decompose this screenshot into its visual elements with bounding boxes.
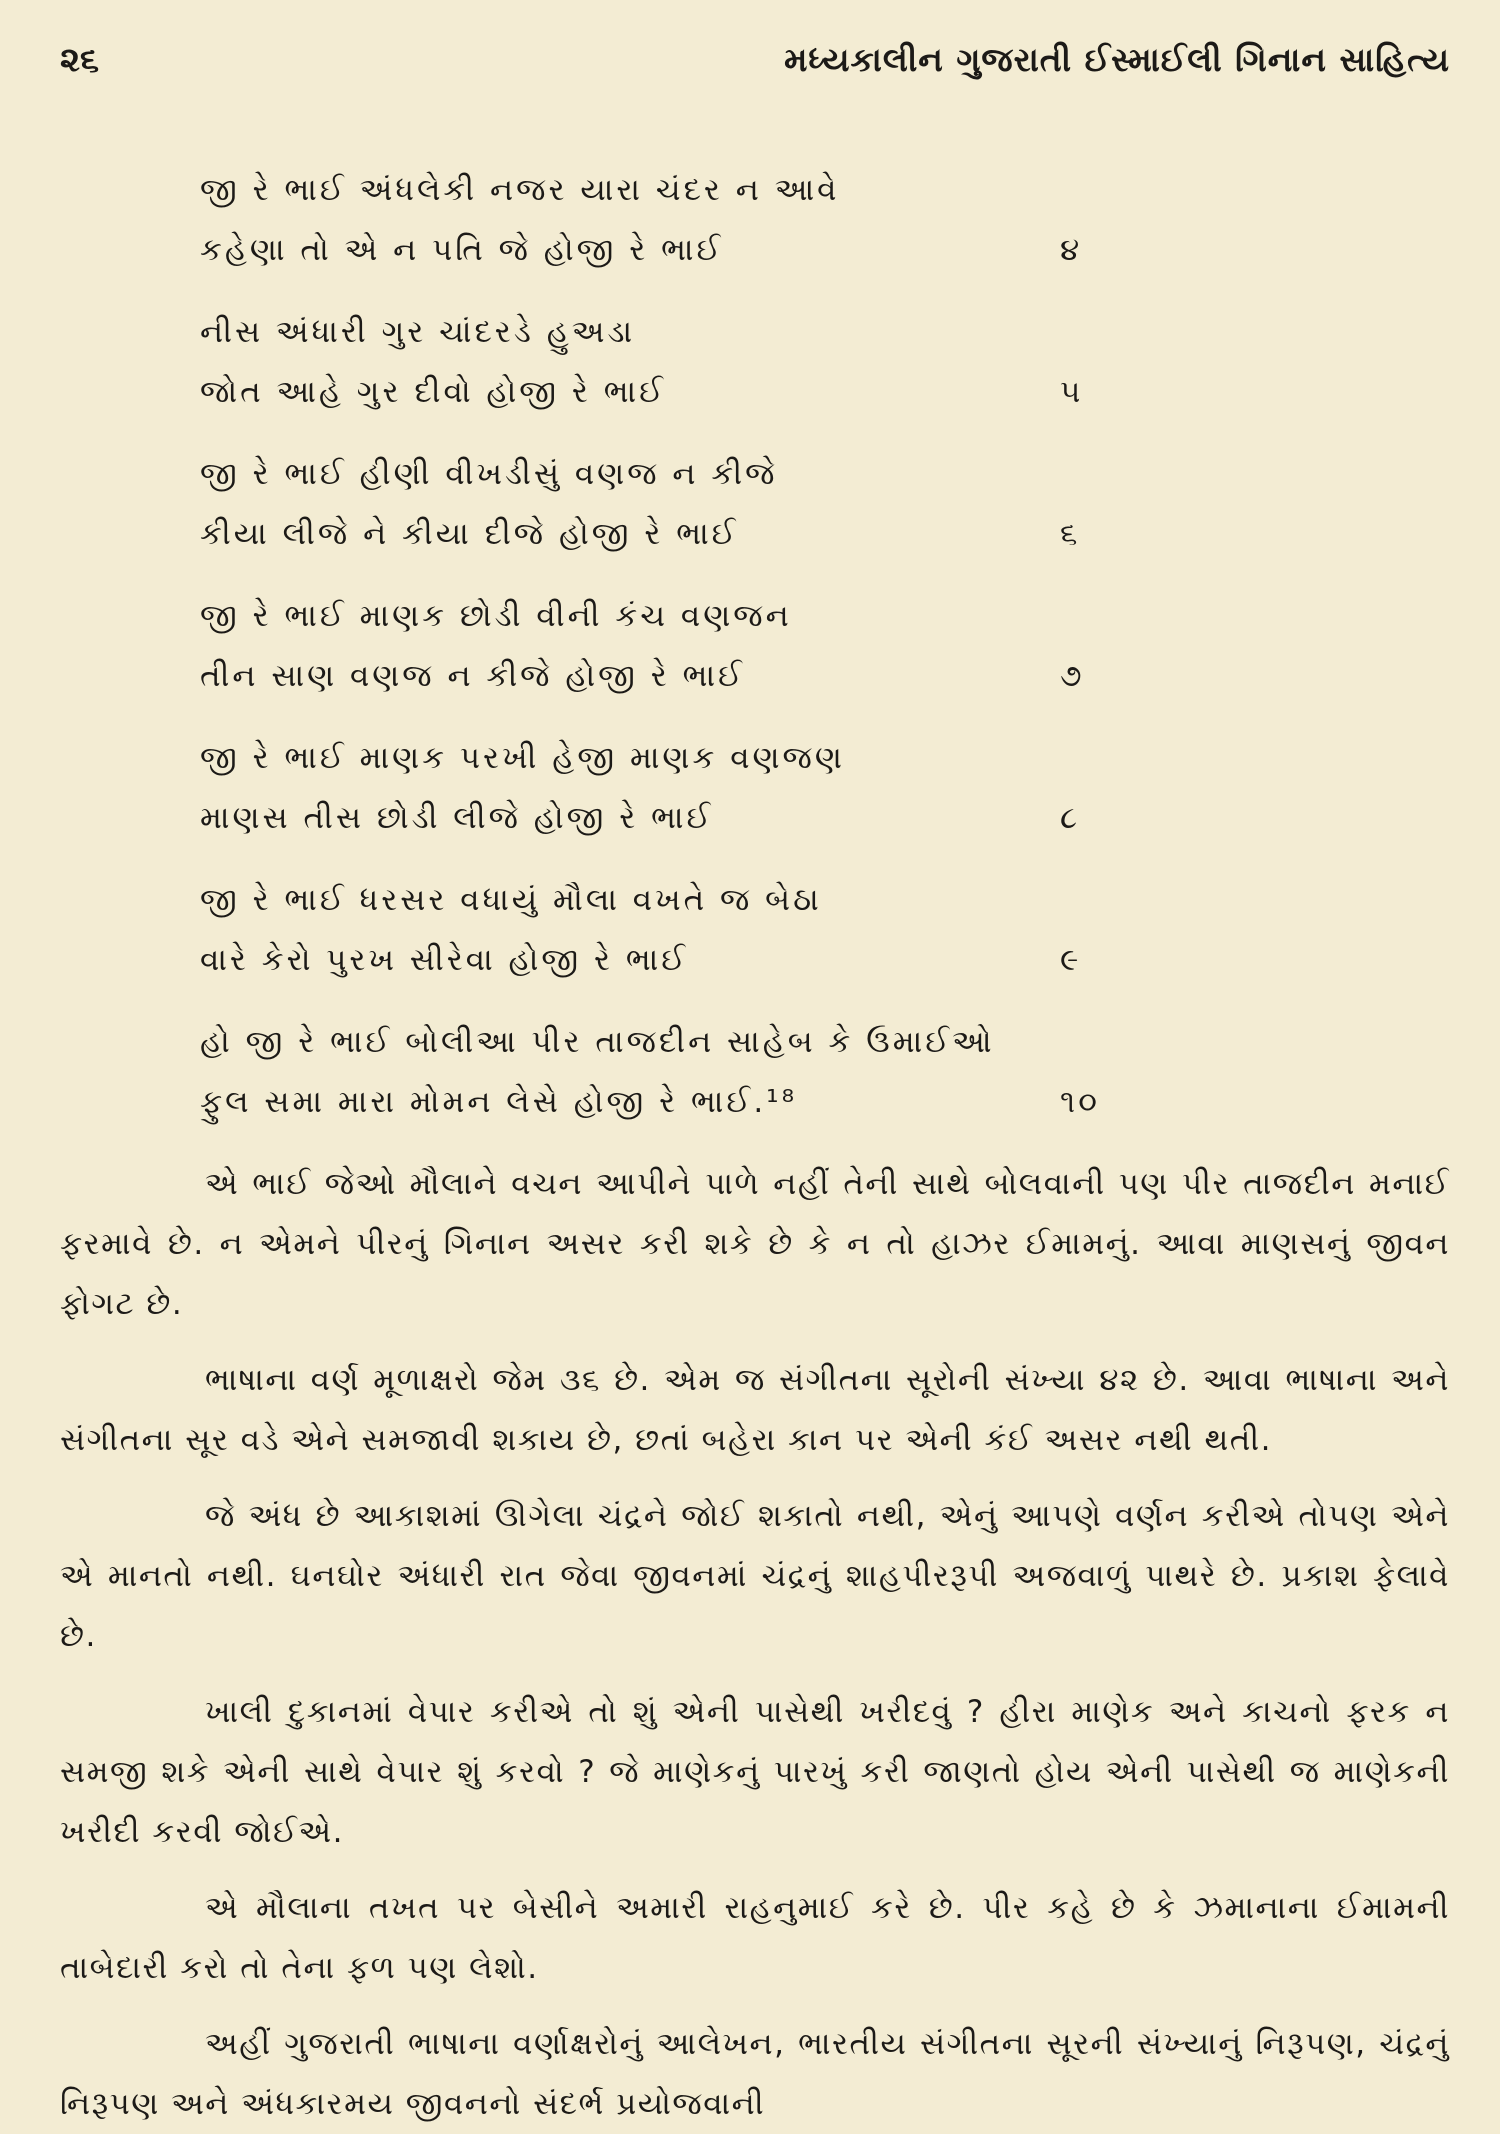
paragraph: ભાષાના વર્ણ મૂળાક્ષરો જેમ ૩૬ છે. એમ જ સંગીતના સૂરોની સંખ્યા ૪૨ છે. આવા ભાષાના અને સંગીતના સૂર વડે એને સમજાવી શકાય છે, છતાં બહેરા કાન પર એની કંઈ અસર નથી થતી.: [60, 1362, 1450, 1458]
stanza: [200, 302, 1170, 422]
verse-line: તીન સાણ વણજ ન કીજે હોજી રે ભાઈ: [200, 658, 745, 694]
verse-line: માણસ તીસ છોડી લીજે હોજી રે ભાઈ: [200, 800, 714, 836]
verse-number: ૪: [1060, 232, 1083, 268]
prose-block: [60, 1154, 1450, 2134]
paragraph: જે અંધ છે આકાશમાં ઊગેલા ચંદ્રને જોઈ શકાતો નથી, એનું આપણે વર્ણન કરીએ તોપણ એને એ માનતો નથી. ઘનઘોર અંધારી રાત જેવા જીવનમાં ચંદ્રનું શાહપીરરૂપી અજવાળું પાથરે છે. પ્રકાશ ફેલાવે છે.: [60, 1498, 1450, 1654]
verse-line: જી રે ભાઈ ધરસર વધાયું મૌલા વખતે જ બેઠા: [200, 882, 822, 918]
running-title: મધ્યકાલીન ગુજરાતી ઈસ્માઈલી ગિનાન સાહિત્ય: [784, 40, 1450, 79]
verse-line: જી રે ભાઈ અંધલેકી નજર યારા ચંદર ન આવે: [200, 172, 840, 208]
stanza: [200, 870, 1170, 990]
verse-number: ૮: [1060, 800, 1081, 836]
verse-block: [200, 160, 1170, 1132]
stanza: [200, 444, 1170, 564]
stanza: [200, 1012, 1170, 1132]
paragraph: અહીં ગુજરાતી ભાષાના વર્ણાક્ષરોનું આલેખન, ભારતીય સંગીતના સૂરની સંખ્યાનું નિરૂપણ, ચંદ્રનું નિરૂપણ અને અંધકારમય જીવનનો સંદર્ભ પ્રયોજવાની: [60, 2026, 1450, 2122]
verse-number: ૫: [1060, 374, 1084, 410]
paragraph: એ મૌલાના તખત પર બેસીને અમારી રાહનુમાઈ કરે છે. પીર કહે છે કે ઝમાનાના ઈમામની તાબેદારી કરો તો તેના ફળ પણ લેશો.: [60, 1890, 1450, 1986]
verse-line: જોત આહે ગુર દીવો હોજી રે ભાઈ: [200, 374, 667, 410]
verse-line: કહેણા તો એ ન પતિ જે હોજી રે ભાઈ: [200, 232, 724, 268]
verse-line: હો જી રે ભાઈ બોલીઆ પીર તાજદીન સાહેબ કે ઉમાઈઓ: [200, 1024, 995, 1060]
page-header: [60, 40, 1450, 110]
verse-number: ૬: [1060, 516, 1081, 552]
verse-line: ફુલ સમા મારા મોમન લેસે હોજી રે ભાઈ.¹⁸: [200, 1084, 798, 1120]
verse-number: ૯: [1060, 942, 1082, 978]
verse-line: વારે કેરો પુરખ સીરેવા હોજી રે ભાઈ: [200, 942, 689, 978]
verse-line: જી રે ભાઈ હીણી વીખડીસું વણજ ન કીજે: [200, 456, 778, 492]
verse-line: નીસ અંધારી ગુર ચાંદરડે હુઅડા: [200, 314, 636, 350]
verse-line: જી રે ભાઈ માણક પરખી હેજી માણક વણજણ: [200, 740, 845, 776]
stanza: [200, 586, 1170, 706]
verse-line: કીયા લીજે ને કીયા દીજે હોજી રે ભાઈ: [200, 516, 739, 552]
verse-line: જી રે ભાઈ માણક છોડી વીની કંચ વણજન: [200, 598, 792, 634]
verse-number: ૧૦: [1060, 1084, 1100, 1120]
paragraph: ખાલી દુકાનમાં વેપાર કરીએ તો શું એની પાસેથી ખરીદવું ? હીરા માણેક અને કાચનો ફરક ન સમજી શકે એની સાથે વેપાર શું કરવો ? જે માણેકનું પારખું કરી જાણતો હોય એની પાસેથી જ માણેકની ખરીદી કરવી જોઈએ.: [60, 1694, 1450, 1850]
stanza: [200, 728, 1170, 848]
stanza: [200, 160, 1170, 280]
paragraph: એ ભાઈ જેઓ મૌલાને વચન આપીને પાળે નહીં તેની સાથે બોલવાની પણ પીર તાજદીન મનાઈ ફરમાવે છે. ન એમને પીરનું ગિનાન અસર કરી શકે છે કે ન તો હાઝર ઈમામનું. આવા માણસનું જીવન ફોગટ છે.: [60, 1166, 1450, 1322]
verse-number: ૭: [1060, 658, 1085, 694]
page-number: ૨૬: [60, 40, 99, 80]
